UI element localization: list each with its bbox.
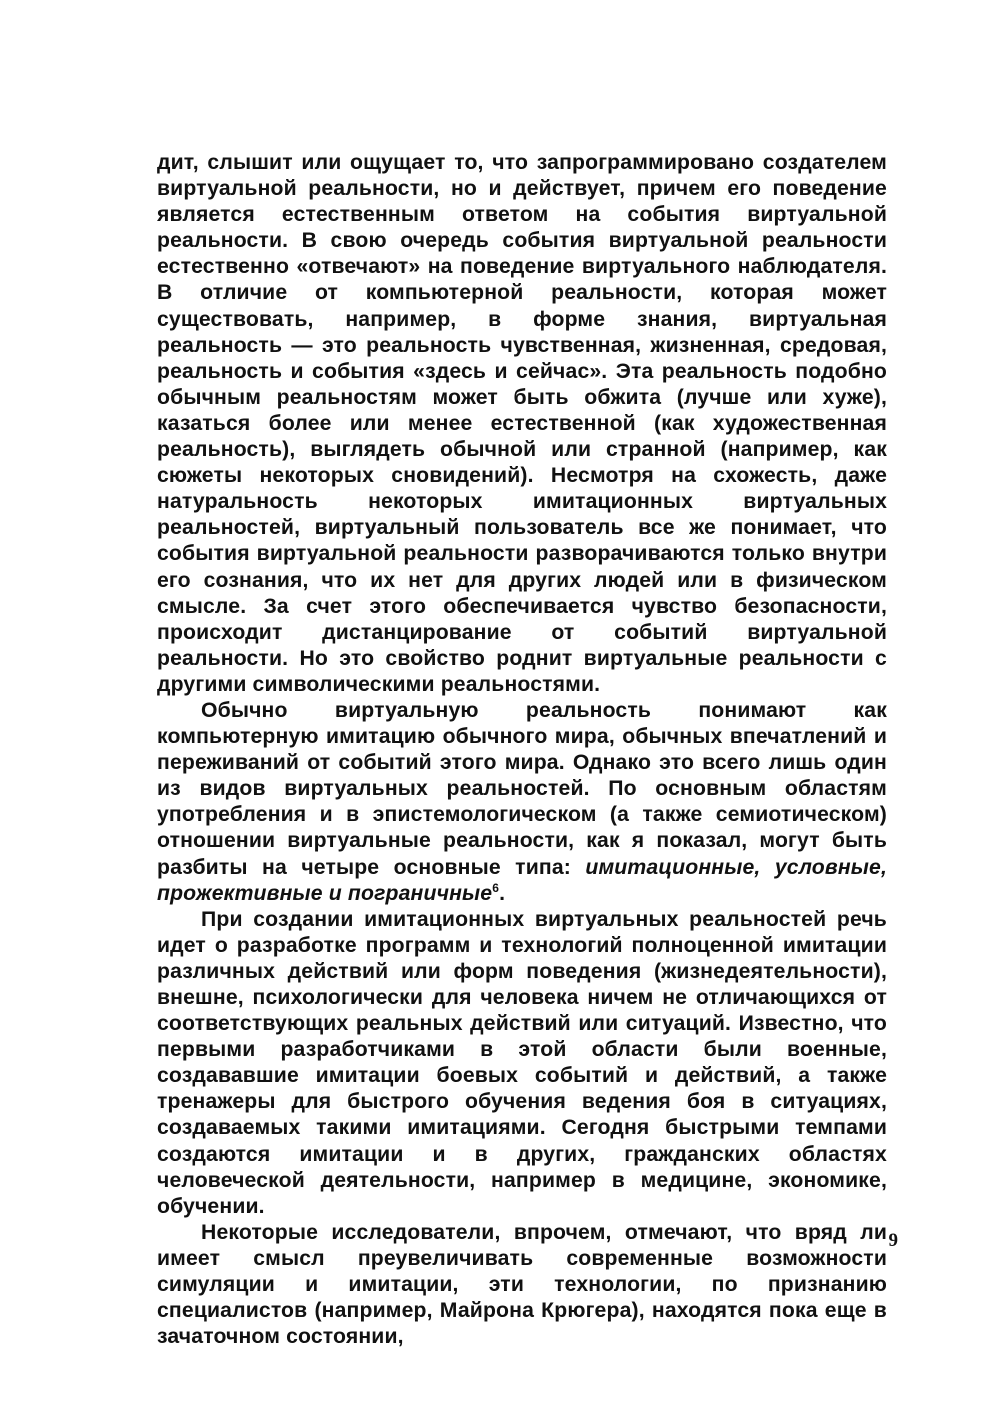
- footnote-ref-6[interactable]: 6: [492, 880, 500, 895]
- body-text: [157, 150, 887, 1350]
- paragraph-2-tail: .: [499, 881, 506, 905]
- paragraph-2-text: Обычно виртуальную реальность понимают как компьютерную имитацию обычного мира, обычных впечатлений и переживаний от событий этого мира. Однако это всего лишь один из видов виртуальных реальностей. По основным областям употребления и в эпистемологическом (а также семиотическом) отношении виртуальные реальности, как я показал, могут быть разбиты на четыре основные типа:: [157, 698, 887, 879]
- page-number: 9: [888, 1230, 898, 1251]
- paragraph-4-text: Некоторые исследователи, впрочем, отмечают, что вряд ли имеет смысл преувеличивать современные возможности симуляции и имитации, эти технологии, по признанию специалистов (например, Майрона Крюгера), находятся пока еще в зачаточном состоянии,: [157, 1220, 887, 1349]
- paragraph-1-text: дит, слышит или ощущает то, что запрограммировано создателем виртуальной реальности, но и действует, причем его поведение является естественным ответом на события виртуальной реальности. В свою очередь события виртуальной реальности естественно «отвечают» на поведение виртуального наблюдателя. В отличие от компьютерной реальности, которая может существовать, например, в форме знания, виртуальная реальность — это реальность чувственная, жизненная, средовая, реальность и события «здесь и сейчас». Эта реальность подобно обычным реальностям может быть обжита (лучше или хуже), казаться более или менее естественной (как художественная реальность), выглядеть обычной или странной (например, как сюжеты некоторых сновидений). Несмотря на схожесть, даже натуральность некоторых имитационных виртуальных реальностей, виртуальный пользователь все же понимает, что события виртуальной реальности разворачиваются только внутри его сознания, что их нет для других людей или в физическом смысле. За счет этого обеспечивается чувство безопасности, происходит дистанцирование от событий виртуальной реальности. Но это свойство роднит виртуальные реальности с другими символическими реальностями.: [157, 151, 887, 696]
- paragraph-4: [157, 1220, 887, 1350]
- paragraph-1: [157, 150, 887, 698]
- types-emphasis: имитационные, условные, прожективные и пограничные: [157, 855, 887, 905]
- paragraph-3: [157, 907, 887, 1220]
- paragraph-3-text: При создании имитационных виртуальных реальностей речь идет о разработке программ и технологий полноценной имитации различных действий или форм поведения (жизнедеятельности), внешне, психологически для человека ничем не отличающихся от соответствующих реальных действий или ситуаций. Известно, что первыми разработчиками в этой области были военные, создававшие имитации боевых событий и действий, а также тренажеры для быстрого обучения ведения боя в ситуациях, создаваемых такими имитациями. Сегодня быстрыми темпами создаются имитации и в других, гражданских областях человеческой деятельности, например в медицине, экономике, обучении.: [157, 907, 887, 1218]
- paragraph-2: [157, 698, 887, 907]
